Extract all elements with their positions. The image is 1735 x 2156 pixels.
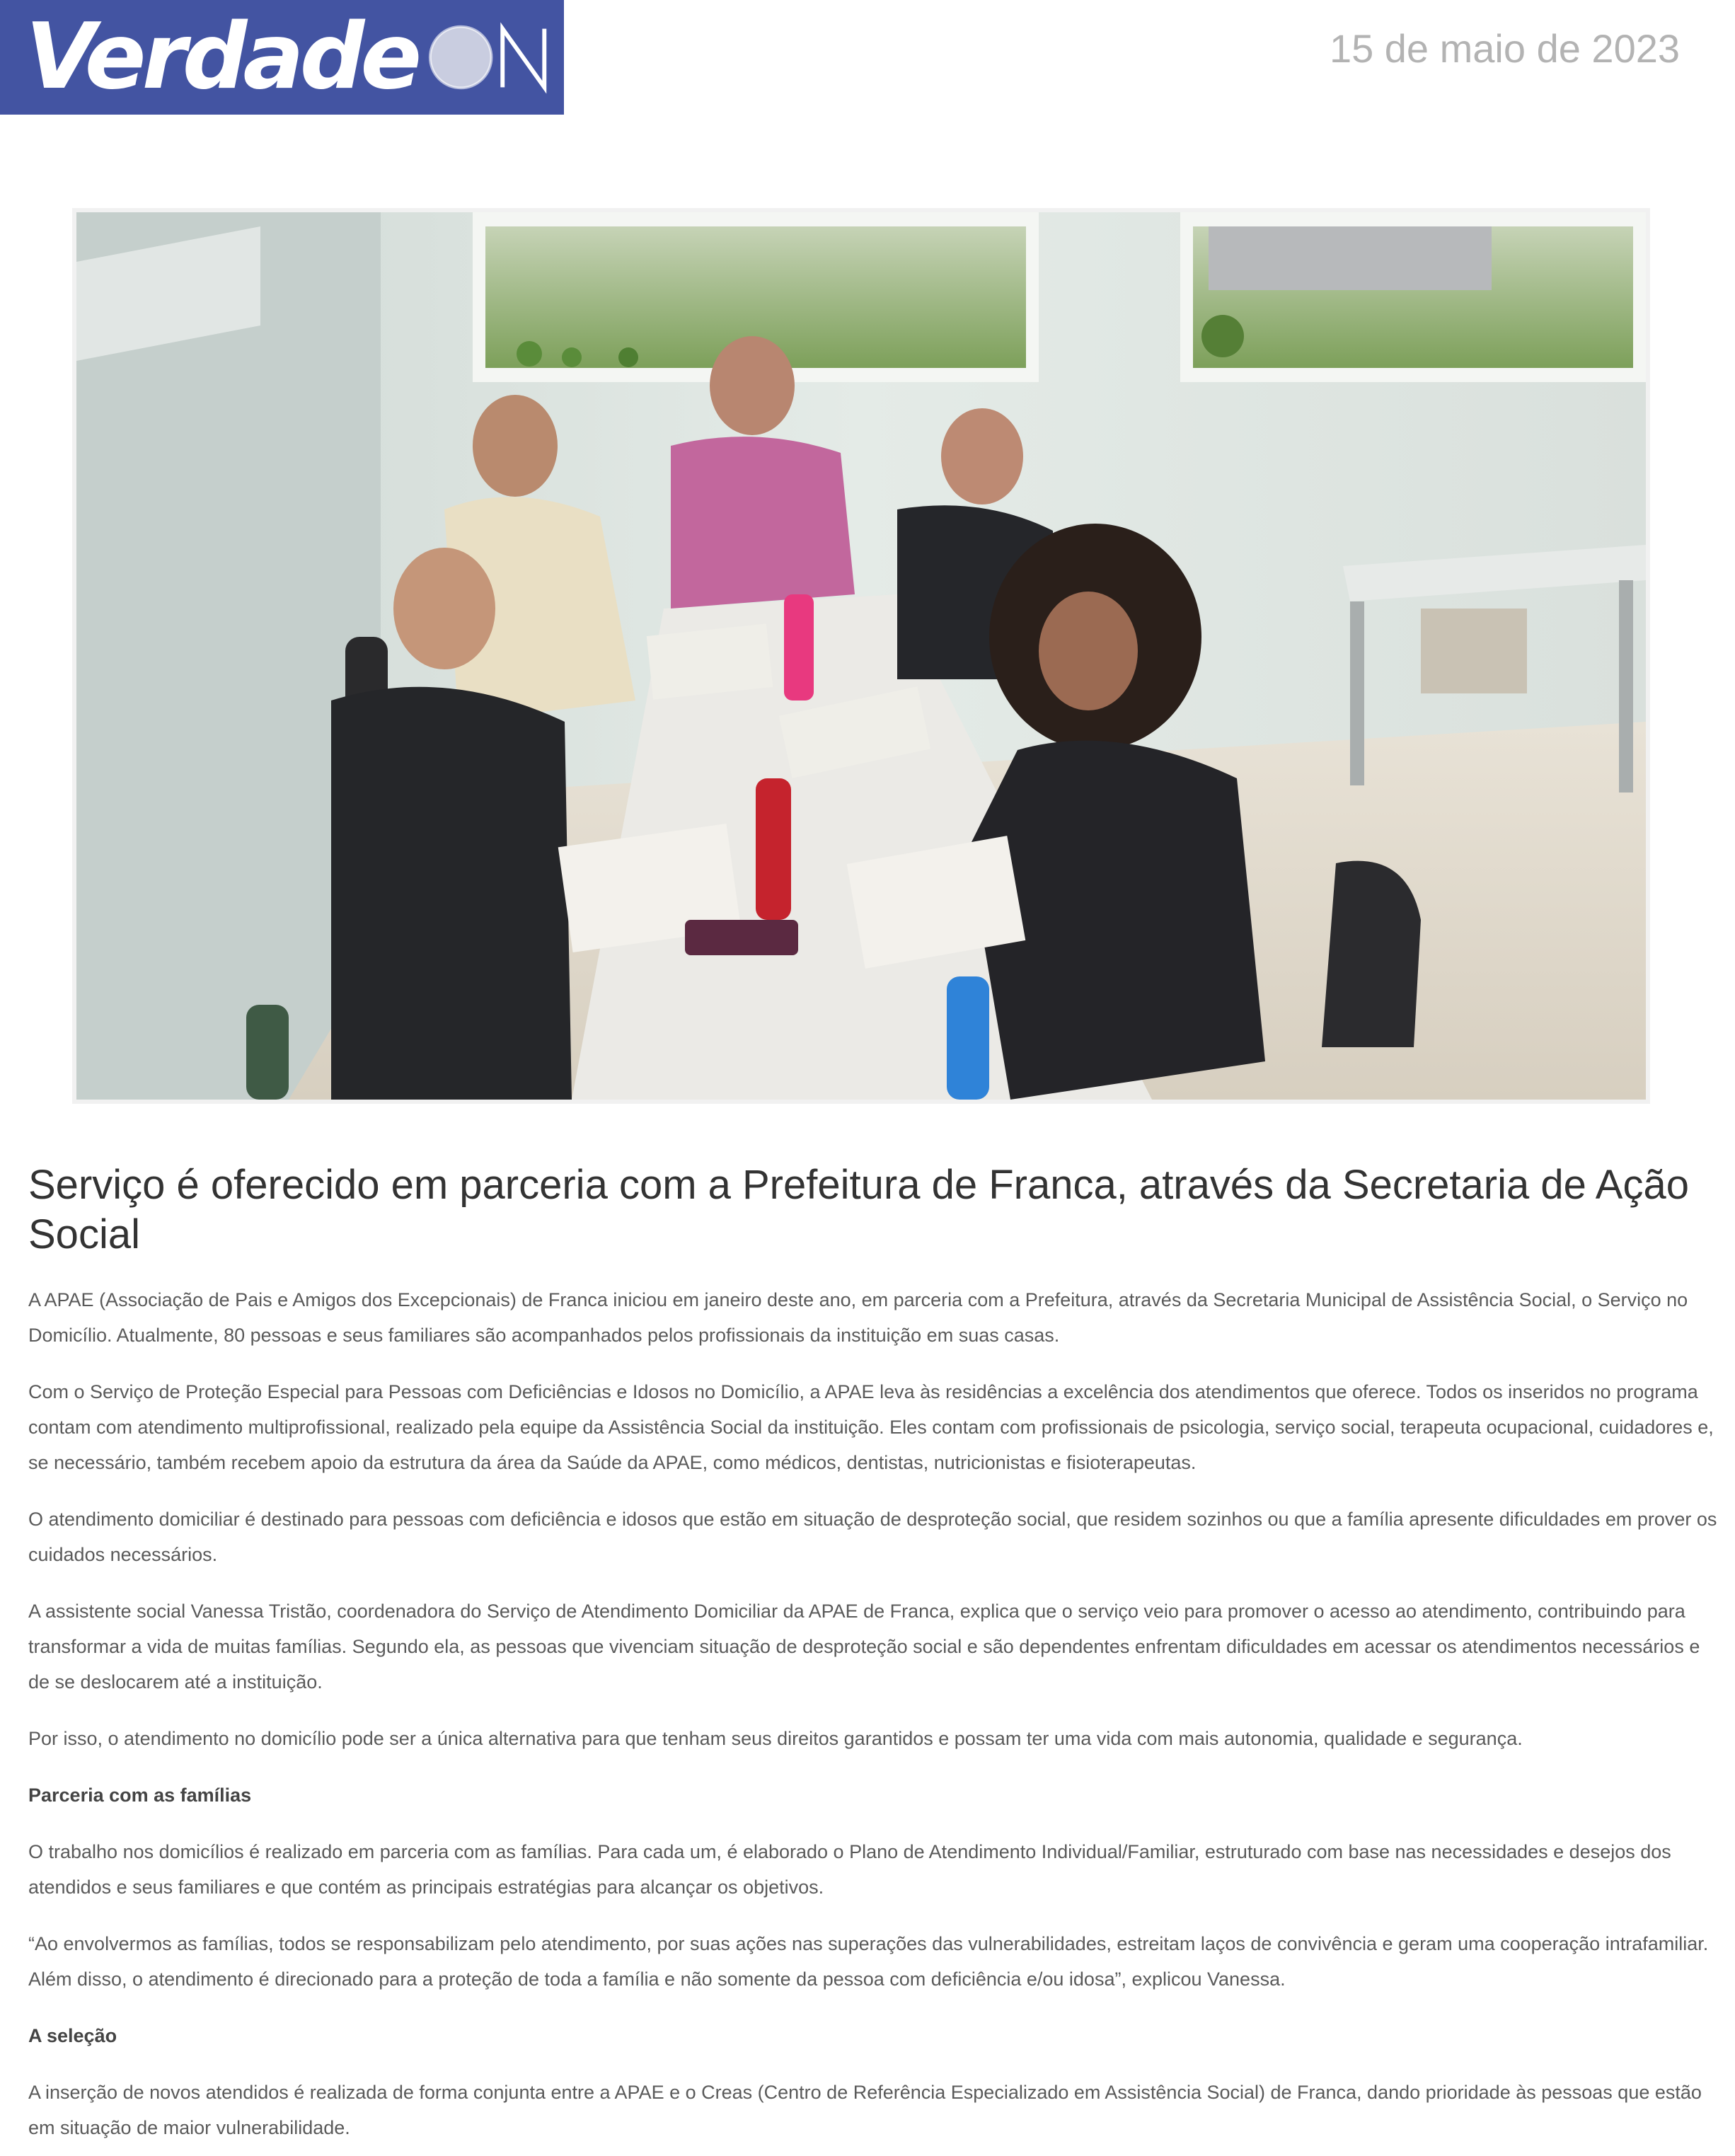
article-photo [72, 208, 1650, 1104]
article-paragraph: A inserção de novos atendidos é realizada de forma conjunta entre a APAE e o Creas (Centro de Referência Especializado em Assistência Social) de Franca, dando prioridade às pessoas que estão em situação de maior vulnerabilidade. [28, 2082, 1702, 2138]
article-headline: Serviço é oferecido em parceria com a Prefeitura de Franca, através da Secretaria de Ação Social [28, 1162, 1689, 1257]
site-logo[interactable] [0, 0, 564, 115]
article-paragraph: Com o Serviço de Proteção Especial para Pessoas com Deficiências e Idosos no Domicílio, a APAE leva às residências a excelência dos atendimentos que oferece. Todos os inseridos no programa contam com atendimento multiprofissional, realizado pela equipe da Assistência Social da instituição. Eles contam com profissionais de psicologia, serviço social, terapeuta ocupacional, cuidadores e, se necessário, também recebem apoio da estrutura da área da Saúde da APAE, como médicos, dentistas, nutricionistas e fisioterapeutas. [28, 1381, 1714, 1473]
article-paragraph: “Ao envolvermos as famílias, todos se responsabilizam pelo atendimento, por suas ações nas superações das vulnerabilidades, estreitam laços de convivência e geram uma cooperação intrafamiliar. Além disso, o atendimento é direcionado para a proteção de toda a família e não somente da pessoa com deficiência e/ou idosa”, explicou Vanessa. [28, 1933, 1709, 1990]
article-paragraph: Por isso, o atendimento no domicílio pode ser a única alternativa para que tenham seus direitos garantidos e possam ter uma vida com mais autonomia, qualidade e segurança. [28, 1728, 1523, 1749]
logo-wordmark: Verdade [25, 4, 418, 110]
article-body [28, 1282, 1719, 2156]
people-around-table-photo [76, 212, 1646, 1100]
article-paragraph: O atendimento domiciliar é destinado para pessoas com deficiência e idosos que estão em situação de desproteção social, que residem sozinhos ou que a família apresente dificuldades em prover os cuidados necessários. [28, 1509, 1717, 1565]
article-paragraph: A assistente social Vanessa Tristão, coordenadora do Serviço de Atendimento Domiciliar da APAE de Franca, explica que o serviço veio para promover o acesso ao atendimento, contribuindo para transformar a vida de muitas famílias. Segundo ela, as pessoas que vivenciam situação de desproteção social e são dependentes enfrentam dificuldades em acessar os atendimentos necessários e de se deslocarem até a instituição. [28, 1601, 1700, 1693]
article-subheading: Parceria com as famílias [28, 1785, 252, 1806]
publication-date: 15 de maio de 2023 [1329, 26, 1680, 71]
article-paragraph: A APAE (Associação de Pais e Amigos dos Excepcionais) de Franca iniciou em janeiro deste ano, em parceria com a Prefeitura, através da Secretaria Municipal de Assistência Social, o Serviço no Domicílio. Atualmente, 80 pessoas e seus familiares são acompanhados pelos profissionais da instituição em suas casas. [28, 1289, 1688, 1346]
article-paragraph: O trabalho nos domicílios é realizado em parceria com as famílias. Para cada um, é elaborado o Plano de Atendimento Individual/Familiar, estruturado com base nas necessidades e desejos dos atendidos e seus familiares e que contém as principais estratégias para alcançar os objetivos. [28, 1841, 1671, 1898]
article-subheading: A seleção [28, 2025, 117, 2046]
logo-on-mark [425, 18, 564, 96]
